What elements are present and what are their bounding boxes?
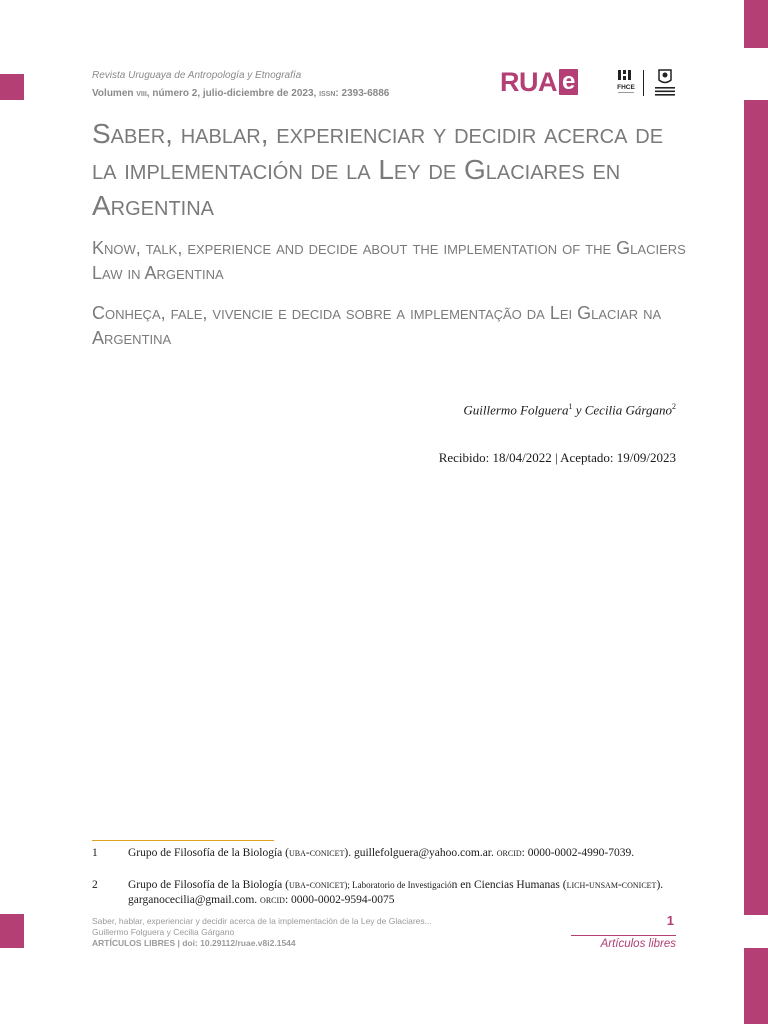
fhce-logo-icon — [614, 68, 638, 96]
title-spanish: Saber, hablar, experienciar y decidir acerca de la implementación de la Ley de Glaciares en Argentina — [92, 118, 664, 221]
author-name: Cecilia Gárgano — [584, 402, 672, 418]
title-portuguese: Conheça, fale, vivencie e decida sobre a implementação da Lei Glaciar na Argentina — [92, 303, 662, 348]
footnote-marker: 2 — [672, 402, 676, 411]
footnote-text: Grupo de Filosofía de la Biología (uba-conicet); Laboratorio de Investigación en Ciencias Humanas (lich-unsam-conicet). garganocecilia@gmail.com. orcid: 0000-0002-9594-0075 — [128, 879, 664, 906]
accent-bar-bottom-left — [0, 914, 24, 948]
running-footer — [92, 916, 432, 949]
journal-issue: Volumen viii, número 2, julio-diciembre de 2023, issn: 2393-6886 — [92, 88, 390, 99]
received-accepted-dates: Recibido: 18/04/2022 | Aceptado: 19/09/2023 — [438, 450, 676, 465]
footnote-marker: 1 — [568, 402, 573, 411]
ruae-logo-text: RUA — [500, 66, 557, 97]
author-name: Guillermo Folguera — [463, 402, 569, 418]
authors-line: Guillermo Folguera$^1$ y Cecilia Gárgano$^2$ — [463, 402, 676, 418]
section-doi: ARTÍCULOS LIBRES | doi: 10.29112/ruae.v8i2.1544 — [92, 938, 296, 948]
footer-divider — [571, 935, 676, 936]
footnote-number: 1 — [92, 847, 98, 859]
section-label: Artículos libres — [600, 938, 676, 950]
accent-bar-bottom-right — [744, 948, 768, 1024]
footnote-2 — [92, 878, 682, 908]
page-number: 1 — [666, 913, 674, 928]
accent-bar-top-left — [0, 74, 24, 100]
journal-name: Revista Uruguaya de Antropología y Etnografía — [92, 70, 302, 81]
title-english: Know, talk, experience and decide about the implementation of the Glaciers Law in Argentina — [92, 238, 686, 283]
accent-bar-right — [744, 100, 768, 915]
logo-separator — [643, 70, 644, 96]
footnote-text: Grupo de Filosofía de la Biología (uba-conicet). guillefolguera@yahoo.com.ar. orcid: 0000-0002-4990-7039. — [128, 847, 635, 859]
fhce-logo-text: FHCE — [617, 84, 635, 91]
footnote-1 — [92, 846, 682, 861]
fhce-logo — [614, 68, 638, 101]
running-title: Saber, hablar, experienciar y decidir acerca de la implementación de la Ley de Glaciares... — [92, 916, 432, 926]
ruae-logo — [500, 66, 578, 98]
footnote-number: 2 — [92, 879, 98, 891]
university-seal-icon — [650, 68, 680, 98]
accent-bar-top-right — [744, 0, 768, 48]
ruae-logo-e: e — [559, 69, 578, 95]
running-authors: Guillermo Folguera y Cecilia Gárgano — [92, 927, 235, 937]
university-seal-logo — [650, 68, 680, 103]
footnote-divider — [92, 840, 274, 841]
